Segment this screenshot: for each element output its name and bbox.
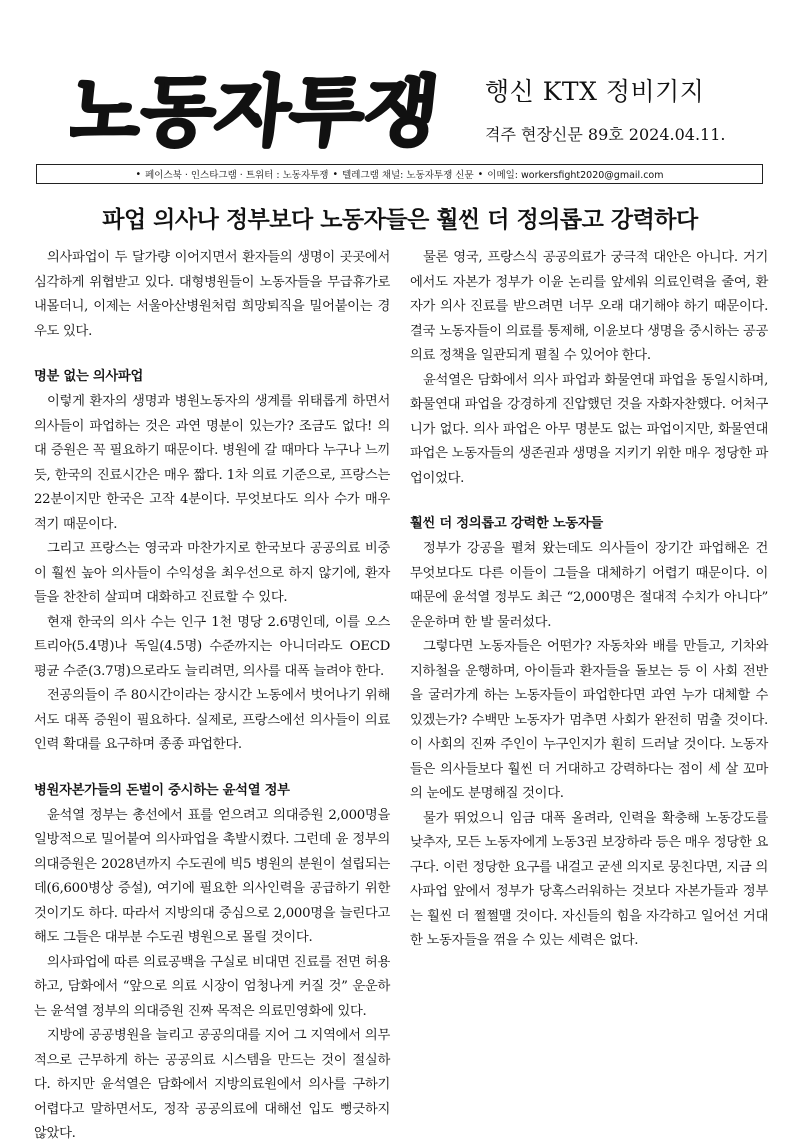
- body-paragraph: 의사파업에 따른 의료공백을 구실로 비대면 진료를 전면 허용하고, 담화에서 “앞으로 의료 시장이 엄청나게 커질 것” 운운하는 윤석열 정부의 의대증원 진짜 목적은 의료민영화에 있다.: [34, 954, 390, 1019]
- contact-bar: [36, 164, 763, 184]
- intro-paragraph: 의사파업이 두 달가량 이어지면서 환자들의 생명이 곳곳에서 심각하게 위협받고 있다. 대형병원들이 노동자들을 무급휴가로 내몰더니, 이제는 서울아산병원처럼 희망퇴직을 밀어붙이는 경우도 있다.: [34, 250, 390, 339]
- bullet-icon: •: [332, 168, 339, 180]
- headline: 파업 의사나 정부보다 노동자들은 훨씬 더 정의롭고 강력하다: [102, 207, 698, 233]
- body-paragraph: 그렇다면 노동자들은 어떤가? 자동차와 배를 만들고, 기차와 지하철을 운행하며, 아이들과 환자들을 돌보는 등 이 사회 전반을 굴러가게 하는 노동자들이 파업한다면 과연 누가 대체할 수 있겠는가? 수백만 노동자가 멈추면 사회가 완전히 멈출 것이다. 이 사회의 진짜 주인이 누구인지가 훤히 드러날 것이다. 노동자들은 의사들보다 훨씬 더 거대하고 강력하다는 점이 세 살 꼬마의 눈에도 분명해질 것이다.: [410, 639, 768, 801]
- body-paragraph: 물가 뛰었으니 임금 대폭 올려라, 인력을 확충해 노동강도를 낮추자, 모든 노동자에게 노동3권 보장하라 등은 매우 정당한 요구다. 이런 정당한 요구를 내걸고 굳센 의지로 뭉친다면, 지금 의사파업 앞에서 정부가 당혹스러워하는 것보다 자본가들과 정부는 훨씬 더 쩔쩔맬 것이다. 자신들의 힘을 자각하고 일어선 거대한 노동자들을 꺾을 수 있는 세력은 없다.: [410, 810, 768, 948]
- logo-text: 노동자투쟁: [70, 67, 439, 155]
- masthead: [70, 50, 770, 160]
- bullet-icon: •: [135, 168, 142, 180]
- email-info: 이메일: workersfight2020@gmail.com: [487, 170, 664, 181]
- body-paragraph: 물론 영국, 프랑스식 공공의료가 궁극적 대안은 아니다. 거기에서도 자본가 정부가 이윤 논리를 앞세워 의료인력을 줄여, 환자가 의사 진료를 받으려면 너무 오래 대기해야 하기 때문이다. 결국 노동자들이 의료를 통제해, 이윤보다 생명을 중시하는 공공의료 정책을 일관되게 펼칠 수 있어야 한다.: [410, 250, 768, 363]
- telegram-info: 텔레그램 채널: 노동자투쟁 신문: [342, 170, 474, 181]
- newspaper-logo: [70, 60, 450, 155]
- section-heading: 명분 없는 의사파업: [34, 369, 144, 384]
- left-column: [34, 246, 390, 1147]
- body-paragraph: 이렇게 환자의 생명과 병원노동자의 생계를 위태롭게 하면서 의사들이 파업하는 것은 과연 명분이 있는가? 조금도 없다! 의대 증원은 꼭 필요하기 때문이다. 병원에 갈 때마다 누구나 느끼듯, 한국의 진료시간은 매우 짧다. 1차 의료 기준으로, 프랑스는 22분이지만 한국은 고작 4분이다. 무엇보다도 의사 수가 매우 적기 때문이다.: [34, 394, 390, 532]
- logo-lettering: [70, 60, 450, 155]
- publication-name: 행신 KTX 정비기지: [485, 77, 705, 106]
- body-paragraph: 그리고 프랑스는 영국과 마찬가지로 한국보다 공공의료 비중이 훨씬 높아 의사들이 수익성을 최우선으로 하지 않기에, 환자들을 찬찬히 살피며 대화하고 진료할 수 있다.: [34, 541, 390, 605]
- body-paragraph: 정부가 강공을 펼쳐 왔는데도 의사들이 장기간 파업해온 건 무엇보다도 다른 이들이 그들을 대체하기 어렵기 때문이다. 이 때문에 윤석열 정부도 최근 “2,000명은 절대적 수치가 아니다” 운운하며 한 발 물러섰다.: [410, 541, 768, 630]
- body-paragraph: 윤석열은 담화에서 의사 파업과 화물연대 파업을 동일시하며, 화물연대 파업을 강경하게 진압했던 것을 자화자찬했다. 어처구니가 없다. 의사 파업은 아무 명분도 없는 파업이지만, 화물연대 파업은 노동자들의 생존권과 생명을 지키기 위한 매우 정당한 파업이었다.: [410, 372, 768, 486]
- issue-info: 격주 현장신문 89호 2024.04.11.: [485, 125, 726, 144]
- section-heading: 훨씬 더 정의롭고 강력한 노동자들: [410, 516, 603, 531]
- body-paragraph: 윤석열 정부는 총선에서 표를 얻으려고 의대증원 2,000명을 일방적으로 밀어붙여 의사파업을 촉발시켰다. 그런데 윤 정부의 의대증원은 2028년까지 수도권에 빅5 병원의 분원이 설립되는데(6,600병상 증설), 여기에 필요한 의사인력을 공급하기 위한 것이기도 하다. 따라서 지방의대 중심으로 2,000명을 늘린다고 해도 그들은 대부분 수도권 병원으로 몰릴 것이다.: [34, 807, 390, 945]
- body-paragraph: 지방에 공공병원을 늘리고 공공의대를 지어 그 지역에서 의무적으로 근무하게 하는 공공의료 시스템을 만드는 것이 절실하다. 하지만 윤석열은 담화에서 지방의료원에서 의사를 구하기 어렵다고 말하면서도, 정작 공공의료에 대해선 입도 뻥긋하지 않았다.: [34, 1028, 390, 1141]
- body-paragraph: 전공의들이 주 80시간이라는 장시간 노동에서 벗어나기 위해서도 대폭 증원이 필요하다. 실제로, 프랑스에선 의사들이 의료인력 확대를 요구하며 종종 파업한다.: [34, 688, 390, 752]
- section-heading: 병원자본가들의 돈벌이 중시하는 윤석열 정부: [34, 782, 290, 798]
- right-column: [410, 246, 768, 954]
- sns-info: 페이스북 · 인스타그램 · 트위터 : 노동자투쟁: [145, 170, 329, 181]
- bullet-icon: •: [477, 168, 484, 180]
- body-paragraph: 현재 한국의 의사 수는 인구 1천 명당 2.6명인데, 이를 오스트리아(5.4명)나 독일(4.5명) 수준까지는 아니더라도 OECD 평균 수준(3.7명)으로라도 늘리려면, 의사를 대폭 늘려야 한다.: [34, 614, 390, 679]
